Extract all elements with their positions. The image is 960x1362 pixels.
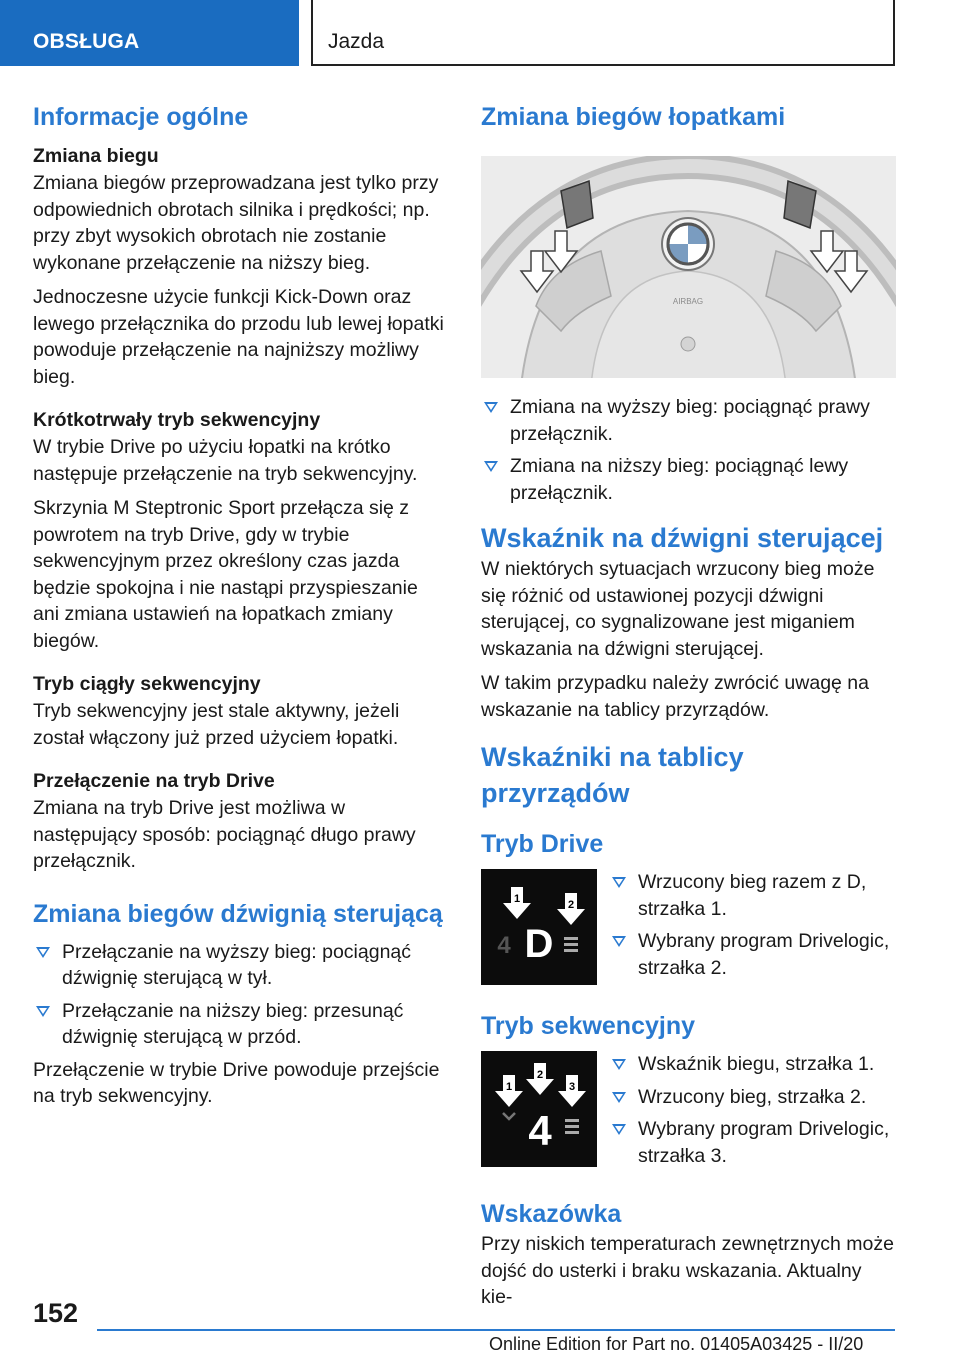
list-item: Zmiana na wyższy bieg: pociągnąć prawy przełącznik. xyxy=(481,394,896,447)
triangle-bullet-icon xyxy=(612,936,626,947)
triangle-bullet-icon xyxy=(36,1006,50,1017)
paragraph-lever-shift: Przełączenie w trybie Drive powoduje przejście na tryb sekwencyjny. xyxy=(33,1058,440,1107)
heading-cluster-indicators: Wskaźniki na tablicy przyrządów xyxy=(481,742,744,808)
right-column xyxy=(481,100,896,1311)
sequential-mode-display xyxy=(481,1051,597,1167)
triangle-bullet-icon xyxy=(612,1059,626,1070)
footer-edition: Online Edition for Part no. 01405A03425 - II/20 xyxy=(489,1334,864,1354)
list-item: Wybrany program Drivelogic, strzałka 2. xyxy=(609,928,896,981)
sequential-mode-block xyxy=(481,1051,896,1175)
paddle-shift-list xyxy=(481,394,896,506)
heading-short-sequential: Krótkotrwały tryb sekwencyjny xyxy=(33,409,321,431)
heading-switch-to-drive: Przełączenie na tryb Drive xyxy=(33,770,275,792)
heading-gear-change: Zmiana biegu xyxy=(33,145,159,167)
header-section-tab xyxy=(0,0,299,66)
steering-wheel-illustration xyxy=(481,156,896,378)
list-item: Przełączanie na niższy bieg: przesunąć dźwignię sterującą w przód. xyxy=(33,998,448,1051)
triangle-bullet-icon xyxy=(612,877,626,888)
list-item: Wskaźnik biegu, strzałka 1. xyxy=(609,1051,896,1078)
triangle-bullet-icon xyxy=(484,402,498,413)
paragraph-switch-to-drive: Zmiana na tryb Drive jest możliwa w następujący sposób: pociągnąć długo prawy przełącznik. xyxy=(33,797,416,872)
paragraph-short-sequential-2: Skrzynia M Steptronic Sport przełącza się z powrotem na tryb Drive, gdy w trybie sekwencyjnym przez określony czas jazda będzie spokojna i nie nastąpi przyspieszanie ani zmiana ustawień na łopatkach zmiany biegów. xyxy=(33,497,418,652)
paragraph-lever-indicator-1: W niektórych sytuacjach wrzucony bieg może się różnić od ustawionej pozycji dźwigni sterującej, co sygnalizowane jest miganiem wskazania na dźwigni sterującej. xyxy=(481,558,875,660)
lever-shift-list xyxy=(33,939,448,1051)
paragraph-gear-change: Zmiana biegów przeprowadzana jest tylko przy odpowiednich obrotach silnika i prędkości; np. przy zbyt wysokich obrotach nie zostanie wykonane przełączenie na niższy bieg. xyxy=(33,172,439,274)
airbag-label: AIRBAG xyxy=(672,297,704,306)
triangle-bullet-icon xyxy=(612,1124,626,1135)
svg-text:1: 1 xyxy=(513,893,521,905)
list-item: Zmiana na niższy bieg: pociągnąć lewy przełącznik. xyxy=(481,453,896,506)
steering-wheel-drawing xyxy=(481,156,896,378)
header-chapter-label: Jazda xyxy=(328,30,385,53)
heading-continuous-sequential: Tryb ciągły sekwencyjny xyxy=(33,673,261,695)
left-column xyxy=(33,100,448,1110)
heading-drive-mode: Tryb Drive xyxy=(481,830,604,858)
paragraph-note: Przy niskich temperaturach zewnętrznych może dojść do usterki i braku wskazania. Aktualny kie- xyxy=(481,1233,894,1308)
triangle-bullet-icon xyxy=(484,461,498,472)
list-item: Przełączanie na wyższy bieg: pociągnąć dźwignię sterującą w tył. xyxy=(33,939,448,992)
paragraph-continuous-sequential: Tryb sekwencyjny jest stale aktywny, jeżeli został włączony już przed użyciem łopatki. xyxy=(33,700,400,749)
heading-paddle-shift: Zmiana biegów łopatkami xyxy=(481,103,786,131)
triangle-bullet-icon xyxy=(36,947,50,958)
svg-text:2: 2 xyxy=(536,1069,544,1081)
heading-note: Wskazówka xyxy=(481,1200,622,1228)
heading-lever-indicator: Wskaźnik na dźwigni sterującej xyxy=(481,523,884,553)
svg-text:3: 3 xyxy=(568,1081,576,1093)
drive-mode-list xyxy=(609,869,896,981)
list-item: Wrzucony bieg razem z D, strzałka 1. xyxy=(609,869,896,922)
header-chapter-box xyxy=(311,0,895,66)
footer-divider xyxy=(97,1329,895,1331)
heading-sequential-mode: Tryb sekwencyjny xyxy=(481,1012,696,1040)
svg-text:4: 4 xyxy=(497,932,511,959)
svg-text:1: 1 xyxy=(505,1081,513,1093)
sequential-mode-list xyxy=(609,1051,896,1169)
svg-text:D: D xyxy=(524,922,554,966)
page-number: 152 xyxy=(33,1298,79,1328)
heading-general: Informacje ogólne xyxy=(33,103,249,131)
triangle-bullet-icon xyxy=(612,1092,626,1103)
svg-text:4: 4 xyxy=(528,1107,552,1154)
paragraph-lever-indicator-2: W takim przypadku należy zwrócić uwagę na wskazanie na tablicy przyrządów. xyxy=(481,672,869,721)
paragraph-kickdown: Jednoczesne użycie funkcji Kick-Down oraz lewego przełącznika do przodu lub lewej łopatki powoduje przełączenie na najniższy możliwy bieg. xyxy=(33,286,444,388)
heading-lever-shift: Zmiana biegów dźwignią sterującą xyxy=(33,899,443,928)
svg-text:2: 2 xyxy=(567,899,575,911)
paragraph-short-sequential-1: W trybie Drive po użyciu łopatki na krótko następuje przełączenie na tryb sekwencyjny. xyxy=(33,436,418,485)
drive-mode-block xyxy=(481,869,896,987)
list-item: Wrzucony bieg, strzałka 2. xyxy=(609,1084,896,1111)
header-section-label: OBSŁUGA xyxy=(33,30,140,53)
drive-mode-display xyxy=(481,869,597,985)
list-item: Wybrany program Drivelogic, strzałka 3. xyxy=(609,1116,896,1169)
